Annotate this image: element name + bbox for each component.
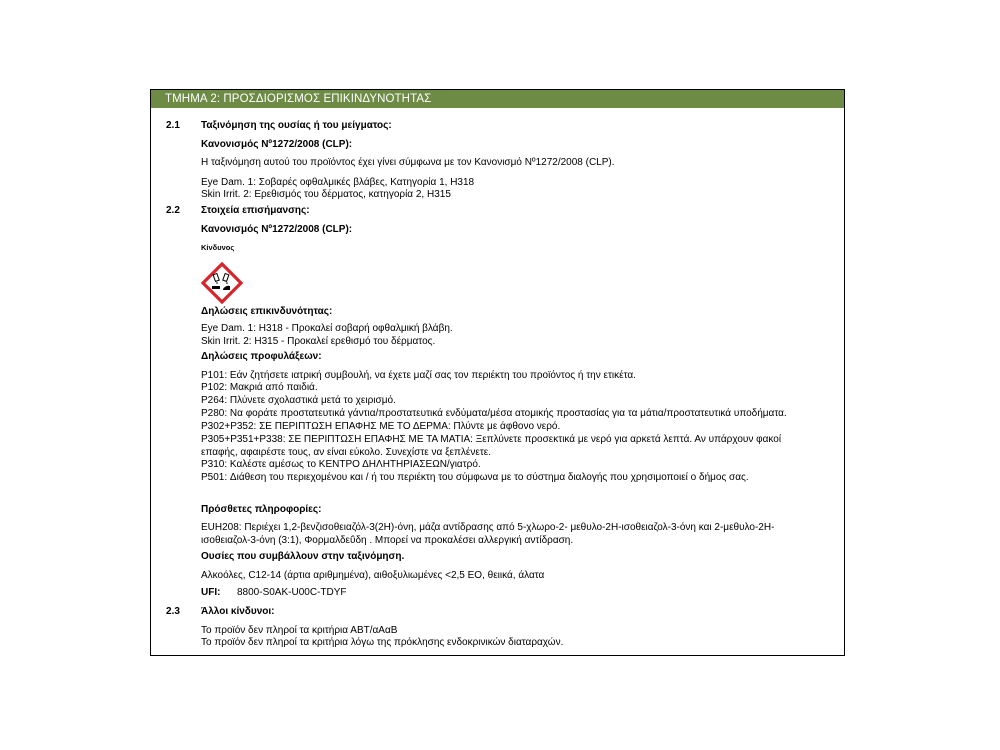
section-2-3-number: 2.3 [166, 606, 180, 617]
regulation-2-2: Κανονισμός Nº1272/2008 (CLP): [201, 224, 353, 235]
section-2-2-number: 2.2 [166, 205, 180, 216]
hazard-statement-h318: Eye Dam. 1: H318 - Προκαλεί σοβαρή οφθαλμική βλάβη. [201, 323, 453, 334]
hazard-statements-heading: Δηλώσεις επικινδυνότητας: [201, 306, 333, 317]
ufi-label: UFI: [201, 587, 221, 598]
sds-section-2 [150, 89, 845, 656]
section-header: ΤΜΗΜΑ 2: ΠΡΟΣΔΙΟΡΙΣΜΟΣ ΕΠΙΚΙΝΔΥΝΟΤΗΤΑΣ [151, 90, 844, 108]
regulation-2-1: Κανονισμός Nº1272/2008 (CLP): [201, 139, 353, 150]
substances-text: Αλκοόλες, C12-14 (άρτια αριθμημένα), αιθοξυλιωμένες <2,5 ΕΟ, θειικά, άλατα [201, 570, 545, 581]
precaution-p302: P302+P352: ΣΕ ΠΕΡΙΠΤΩΣΗ ΕΠΑΦΗΣ ΜΕ ΤΟ ΔΕΡΜΑ: Πλύντε με άφθονο νερό. [201, 421, 561, 432]
classification-eye-dam: Eye Dam. 1: Σοβαρές οφθαλμικές βλάβες, Κατηγορία 1, H318 [201, 177, 475, 188]
euh208-line1: EUH208: Περιέχει 1,2-βενζισοθειαζόλ-3(2Η)-όνη, μάζα αντίδρασης από 5-χλωρο-2- μεθυλο-2Η-ισοθειαζολ-3-όνη και 2-μεθυλο-2Η- [201, 522, 775, 533]
precaution-p305-line1: P305+P351+P338: ΣΕ ΠΕΡΙΠΤΩΣΗ ΕΠΑΦΗΣ ΜΕ ΤΑ ΜΑΤΙΑ: Ξεπλύνετε προσεκτικά με νερό για αρκετά λεπτά. Αν υπάρχουν φακοί [201, 434, 782, 445]
classification-text: Η ταξινόμηση αυτού του προϊόντος έχει γίνει σύμφωνα με τον Κανονισμό Nº1272/2008 (CLP). [201, 157, 615, 168]
precaution-p102: P102: Μακριά από παιδιά. [201, 382, 318, 393]
section-2-3-heading: Άλλοι κίνδυνοι: [201, 606, 275, 617]
signal-word: Κίνδυνος [201, 243, 235, 252]
precaution-p280: P280: Να φοράτε προστατευτικά γάντια/προστατευτικά ενδύματα/μέσα ατομικής προστασίας για τα μάτια/προστατευτικά υποδήματα. [201, 408, 787, 419]
hazard-statement-h315: Skin Irrit. 2: H315 - Προκαλεί ερεθισμό του δέρματος. [201, 336, 436, 347]
section-2-2-heading: Στοιχεία επισήμανσης: [201, 205, 310, 216]
section-2-1-number: 2.1 [166, 120, 180, 131]
ghs05-corrosion-icon [201, 262, 243, 304]
precaution-p101: P101: Εάν ζητήσετε ιατρική συμβουλή, να έχετε μαζί σας τον περιέκτη του προϊόντος ή την ετικέτα. [201, 370, 636, 381]
ufi-value: 8800-S0AK-U00C-TDYF [237, 587, 347, 598]
precaution-p310: P310: Καλέστε αμέσως το ΚΕΝΤΡΟ ΔΗΛΗΤΗΡΙΑΣΕΩΝ/γιατρό. [201, 459, 481, 470]
other-hazards-line1: Το προϊόν δεν πληροί τα κριτήρια ΑΒΤ/αΑαΒ [201, 625, 398, 636]
classification-skin-irrit: Skin Irrit. 2: Ερεθισμός του δέρματος, κατηγορία 2, H315 [201, 189, 451, 200]
precaution-p264: P264: Πλύνετε σχολαστικά μετά το χειρισμό. [201, 395, 396, 406]
precaution-p501: P501: Διάθεση του περιεχομένου και / ή του περιέκτη του σύμφωνα με το σύστημα διαλογής που χρησιμοποιεί ο δήμος σας. [201, 472, 749, 483]
section-2-1-heading: Ταξινόμηση της ουσίας ή του μείγματος: [201, 120, 392, 131]
euh208-line2: ισοθειαζολ-3-όνη (3:1), Φορμαλδεΰδη . Μπορεί να προκαλέσει αλλεργική αντίδραση. [201, 535, 574, 546]
precaution-p305-line2: επαφής, αφαιρέστε τους, αν είναι εύκολο. Συνεχίστε να ξεπλένετε. [201, 447, 492, 458]
precautionary-statements-heading: Δηλώσεις προφυλάξεων: [201, 351, 322, 362]
other-hazards-line2: Το προϊόν δεν πληροί τα κριτήρια λόγω της πρόκλησης ενδοκρινικών διαταραχών. [201, 637, 564, 648]
substances-heading: Ουσίες που συμβάλλουν στην ταξινόμηση. [201, 551, 405, 562]
additional-info-heading: Πρόσθετες πληροφορίες: [201, 504, 322, 515]
